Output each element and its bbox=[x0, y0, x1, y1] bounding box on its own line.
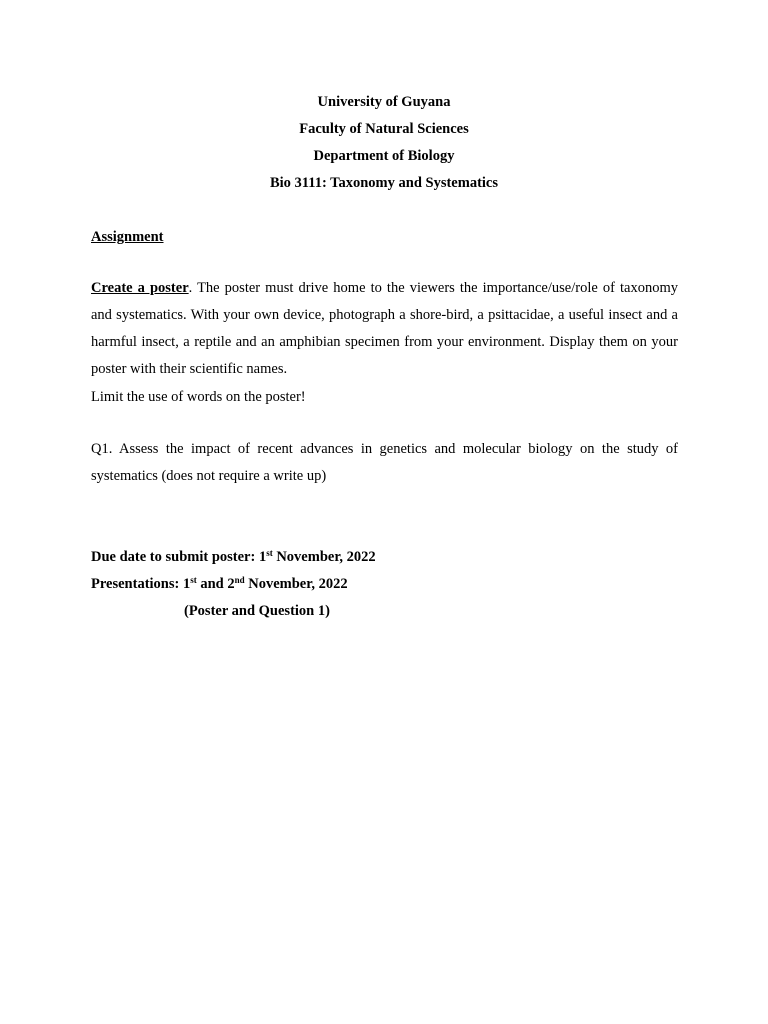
university-name: University of Guyana bbox=[317, 94, 451, 110]
presentations-date bbox=[91, 575, 678, 593]
faculty-name: Faculty of Natural Sciences bbox=[299, 121, 469, 137]
poster-lead: Create a poster bbox=[91, 280, 189, 296]
poster-instructions bbox=[91, 275, 678, 383]
limit-note: Limit the use of words on the poster! bbox=[91, 389, 306, 405]
due-prefix: Due date to submit poster: 1 bbox=[91, 549, 267, 565]
course-title: Bio 3111: Taxonomy and Systematics bbox=[269, 175, 498, 191]
due-sup: st bbox=[266, 548, 273, 558]
due-suffix: November, 2022 bbox=[272, 549, 376, 565]
presentation-note: (Poster and Question 1) bbox=[184, 603, 330, 619]
pres-sup-2: nd bbox=[234, 575, 245, 585]
question-1: Q1. Assess the impact of recent advances in genetics and molecular biology on the study of systematics (does not require a write up) bbox=[91, 441, 678, 484]
department-name: Department of Biology bbox=[313, 148, 455, 164]
pres-sup-1: st bbox=[190, 575, 197, 585]
due-date bbox=[91, 548, 678, 566]
poster-text: . The poster must drive home to the viewers the importance/use/role of taxonomy and systematics. With your own device, photograph a shore-bird, a psittacidae, a useful insect and a harmful insect, a reptile and an amphibian specimen from your environment. Display them on your poster with their scientific names. bbox=[91, 280, 678, 377]
pres-mid: and 2 bbox=[196, 576, 235, 592]
assignment-heading: Assignment bbox=[91, 229, 164, 245]
pres-prefix: Presentations: 1 bbox=[91, 576, 191, 592]
pres-suffix: November, 2022 bbox=[244, 576, 348, 592]
